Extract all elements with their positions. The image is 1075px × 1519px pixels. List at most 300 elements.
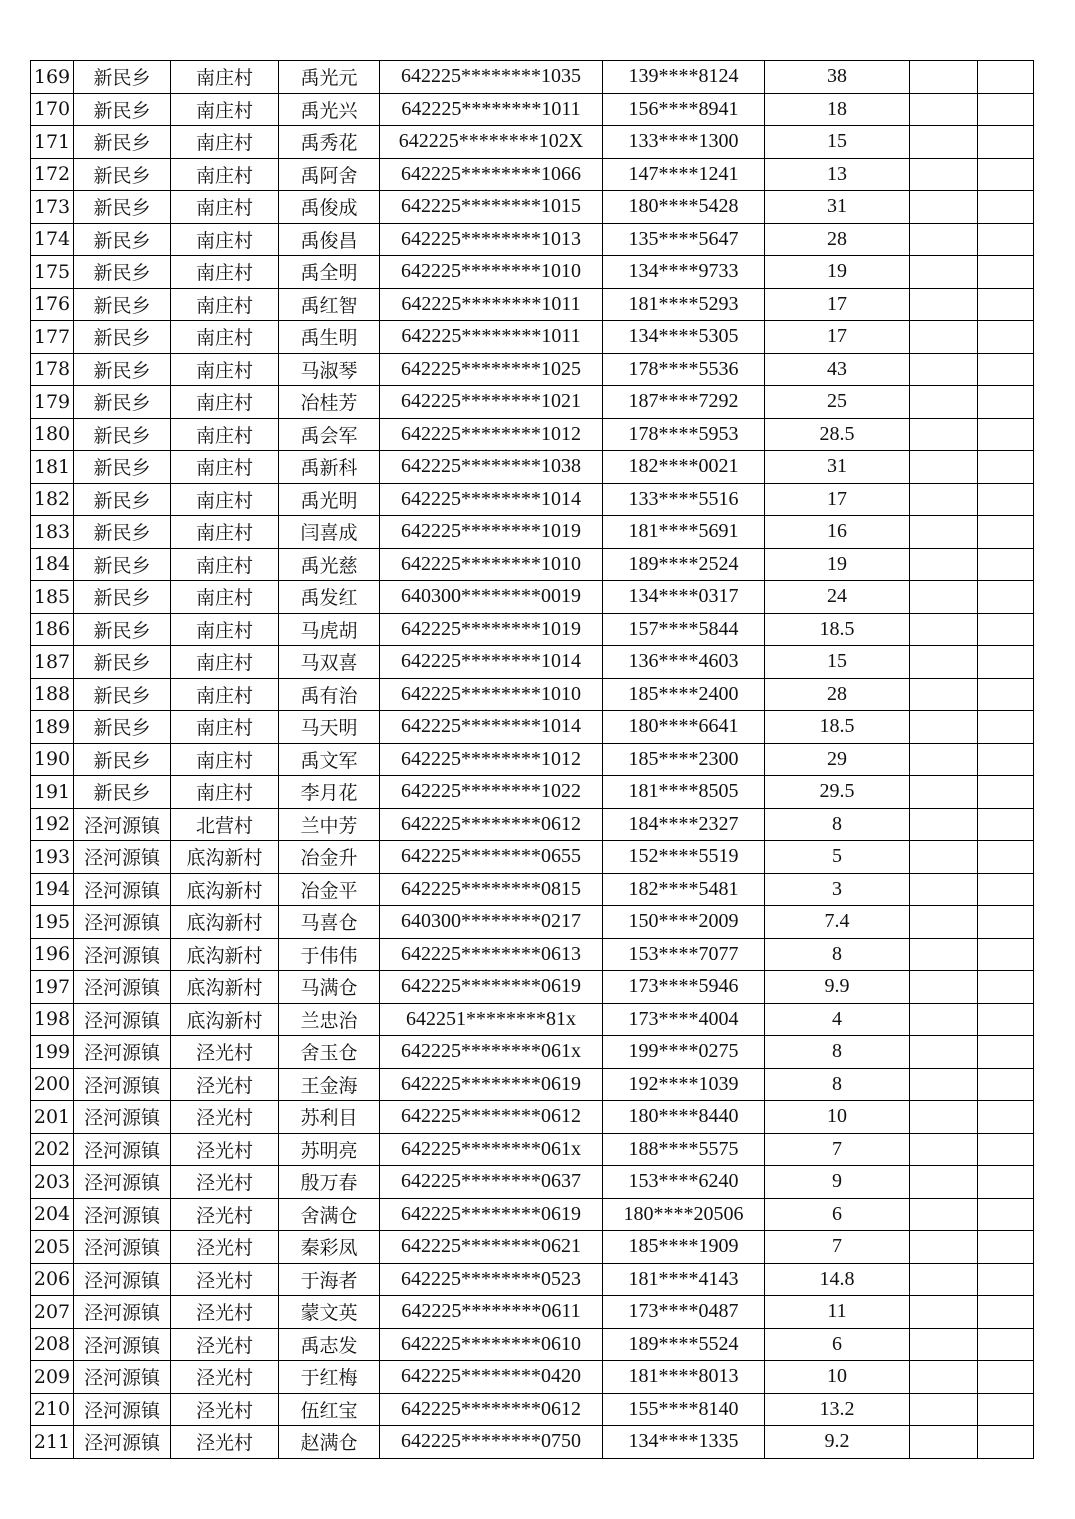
village-cell: 南庄村 (171, 256, 279, 289)
amount-cell: 15 (765, 126, 910, 159)
id-number-cell: 642225********1066 (380, 158, 603, 191)
id-number-cell: 642225********0637 (380, 1166, 603, 1199)
blank-cell (910, 1068, 978, 1101)
township-cell: 泾河源镇 (74, 873, 171, 906)
id-number-cell: 642225********0750 (380, 1426, 603, 1459)
amount-cell: 7 (765, 1231, 910, 1264)
phone-cell: 181****4143 (603, 1263, 765, 1296)
amount-cell: 29 (765, 743, 910, 776)
table-row (31, 353, 1034, 386)
row-number: 177 (31, 321, 74, 354)
township-cell: 新民乡 (74, 646, 171, 679)
table-row (31, 548, 1034, 581)
id-number-cell: 642225********1010 (380, 548, 603, 581)
amount-cell: 10 (765, 1101, 910, 1134)
township-cell: 泾河源镇 (74, 1296, 171, 1329)
amount-cell: 13 (765, 158, 910, 191)
blank-cell (978, 1361, 1034, 1394)
amount-cell: 4 (765, 1003, 910, 1036)
table-row (31, 1166, 1034, 1199)
blank-cell (910, 906, 978, 939)
township-cell: 新民乡 (74, 711, 171, 744)
blank-cell (910, 1296, 978, 1329)
amount-cell: 8 (765, 938, 910, 971)
village-cell: 北营村 (171, 808, 279, 841)
row-number: 211 (31, 1426, 74, 1459)
amount-cell: 16 (765, 516, 910, 549)
name-cell: 禹志发 (279, 1328, 380, 1361)
name-cell: 于伟伟 (279, 938, 380, 971)
table-row (31, 1133, 1034, 1166)
row-number: 183 (31, 516, 74, 549)
amount-cell: 15 (765, 646, 910, 679)
blank-cell (978, 1003, 1034, 1036)
township-cell: 泾河源镇 (74, 1133, 171, 1166)
blank-cell (910, 256, 978, 289)
village-cell: 泾光村 (171, 1198, 279, 1231)
village-cell: 泾光村 (171, 1296, 279, 1329)
name-cell: 伍红宝 (279, 1393, 380, 1426)
blank-cell (978, 776, 1034, 809)
table-row (31, 776, 1034, 809)
township-cell: 新民乡 (74, 483, 171, 516)
blank-cell (978, 906, 1034, 939)
township-cell: 泾河源镇 (74, 1231, 171, 1264)
village-cell: 南庄村 (171, 613, 279, 646)
id-number-cell: 642225********061x (380, 1036, 603, 1069)
id-number-cell: 642225********0621 (380, 1231, 603, 1264)
amount-cell: 7.4 (765, 906, 910, 939)
row-number: 188 (31, 678, 74, 711)
id-number-cell: 642225********1019 (380, 516, 603, 549)
township-cell: 新民乡 (74, 516, 171, 549)
amount-cell: 9 (765, 1166, 910, 1199)
table-row (31, 743, 1034, 776)
phone-cell: 173****4004 (603, 1003, 765, 1036)
village-cell: 泾光村 (171, 1328, 279, 1361)
township-cell: 泾河源镇 (74, 1036, 171, 1069)
phone-cell: 188****5575 (603, 1133, 765, 1166)
amount-cell: 7 (765, 1133, 910, 1166)
name-cell: 舍满仓 (279, 1198, 380, 1231)
blank-cell (910, 516, 978, 549)
phone-cell: 147****1241 (603, 158, 765, 191)
id-number-cell: 642225********1025 (380, 353, 603, 386)
row-number: 201 (31, 1101, 74, 1134)
amount-cell: 17 (765, 288, 910, 321)
township-cell: 泾河源镇 (74, 1101, 171, 1134)
row-number: 174 (31, 223, 74, 256)
table-row (31, 223, 1034, 256)
township-cell: 泾河源镇 (74, 1361, 171, 1394)
blank-cell (910, 483, 978, 516)
phone-cell: 181****8013 (603, 1361, 765, 1394)
table-row (31, 1036, 1034, 1069)
row-number: 169 (31, 61, 74, 94)
blank-cell (910, 613, 978, 646)
row-number: 202 (31, 1133, 74, 1166)
amount-cell: 6 (765, 1328, 910, 1361)
blank-cell (978, 1133, 1034, 1166)
name-cell: 蒙文英 (279, 1296, 380, 1329)
village-cell: 南庄村 (171, 451, 279, 484)
village-cell: 底沟新村 (171, 841, 279, 874)
id-number-cell: 642251********81x (380, 1003, 603, 1036)
village-cell: 南庄村 (171, 776, 279, 809)
amount-cell: 38 (765, 61, 910, 94)
township-cell: 泾河源镇 (74, 1166, 171, 1199)
phone-cell: 185****2300 (603, 743, 765, 776)
row-number: 181 (31, 451, 74, 484)
amount-cell: 14.8 (765, 1263, 910, 1296)
row-number: 193 (31, 841, 74, 874)
phone-cell: 180****20506 (603, 1198, 765, 1231)
village-cell: 南庄村 (171, 61, 279, 94)
blank-cell (910, 1263, 978, 1296)
amount-cell: 31 (765, 191, 910, 224)
blank-cell (978, 1036, 1034, 1069)
village-cell: 南庄村 (171, 288, 279, 321)
name-cell: 禹发红 (279, 581, 380, 614)
id-number-cell: 642225********0619 (380, 1198, 603, 1231)
blank-cell (910, 1361, 978, 1394)
blank-cell (978, 256, 1034, 289)
table-row (31, 1068, 1034, 1101)
row-number: 210 (31, 1393, 74, 1426)
id-number-cell: 642225********0619 (380, 1068, 603, 1101)
phone-cell: 181****5293 (603, 288, 765, 321)
table-row (31, 1101, 1034, 1134)
blank-cell (978, 288, 1034, 321)
blank-cell (910, 1101, 978, 1134)
blank-cell (910, 808, 978, 841)
row-number: 176 (31, 288, 74, 321)
id-number-cell: 642225********061x (380, 1133, 603, 1166)
village-cell: 南庄村 (171, 548, 279, 581)
row-number: 207 (31, 1296, 74, 1329)
blank-cell (910, 418, 978, 451)
phone-cell: 135****5647 (603, 223, 765, 256)
village-cell: 底沟新村 (171, 1003, 279, 1036)
table-row (31, 1198, 1034, 1231)
name-cell: 禹俊成 (279, 191, 380, 224)
blank-cell (978, 581, 1034, 614)
village-cell: 南庄村 (171, 483, 279, 516)
township-cell: 新民乡 (74, 353, 171, 386)
name-cell: 马淑琴 (279, 353, 380, 386)
village-cell: 南庄村 (171, 321, 279, 354)
row-number: 175 (31, 256, 74, 289)
blank-cell (978, 191, 1034, 224)
village-cell: 南庄村 (171, 223, 279, 256)
amount-cell: 19 (765, 548, 910, 581)
blank-cell (978, 743, 1034, 776)
blank-cell (910, 743, 978, 776)
table-row (31, 61, 1034, 94)
amount-cell: 28 (765, 678, 910, 711)
name-cell: 于海者 (279, 1263, 380, 1296)
name-cell: 禹俊昌 (279, 223, 380, 256)
blank-cell (978, 386, 1034, 419)
blank-cell (978, 418, 1034, 451)
id-number-cell: 642225********0420 (380, 1361, 603, 1394)
phone-cell: 180****5428 (603, 191, 765, 224)
name-cell: 于红梅 (279, 1361, 380, 1394)
row-number: 199 (31, 1036, 74, 1069)
name-cell: 王金海 (279, 1068, 380, 1101)
blank-cell (910, 1231, 978, 1264)
blank-cell (978, 841, 1034, 874)
id-number-cell: 642225********0613 (380, 938, 603, 971)
village-cell: 南庄村 (171, 353, 279, 386)
blank-cell (978, 516, 1034, 549)
township-cell: 新民乡 (74, 191, 171, 224)
table-row (31, 711, 1034, 744)
name-cell: 禹文军 (279, 743, 380, 776)
village-cell: 底沟新村 (171, 906, 279, 939)
phone-cell: 157****5844 (603, 613, 765, 646)
township-cell: 新民乡 (74, 743, 171, 776)
blank-cell (978, 808, 1034, 841)
name-cell: 禹光元 (279, 61, 380, 94)
amount-cell: 31 (765, 451, 910, 484)
blank-cell (910, 971, 978, 1004)
name-cell: 苏明亮 (279, 1133, 380, 1166)
blank-cell (910, 646, 978, 679)
id-number-cell: 642225********1035 (380, 61, 603, 94)
table-row (31, 451, 1034, 484)
township-cell: 新民乡 (74, 93, 171, 126)
township-cell: 新民乡 (74, 581, 171, 614)
blank-cell (978, 61, 1034, 94)
id-number-cell: 642225********1012 (380, 743, 603, 776)
id-number-cell: 642225********0619 (380, 971, 603, 1004)
blank-cell (978, 1166, 1034, 1199)
table-row (31, 158, 1034, 191)
village-cell: 南庄村 (171, 711, 279, 744)
blank-cell (910, 678, 978, 711)
phone-cell: 184****2327 (603, 808, 765, 841)
blank-cell (910, 1328, 978, 1361)
blank-cell (910, 711, 978, 744)
blank-cell (978, 93, 1034, 126)
phone-cell: 134****5305 (603, 321, 765, 354)
township-cell: 泾河源镇 (74, 971, 171, 1004)
table-row (31, 93, 1034, 126)
row-number: 203 (31, 1166, 74, 1199)
id-number-cell: 642225********102X (380, 126, 603, 159)
name-cell: 李月花 (279, 776, 380, 809)
table-row (31, 126, 1034, 159)
row-number: 171 (31, 126, 74, 159)
township-cell: 新民乡 (74, 126, 171, 159)
blank-cell (978, 646, 1034, 679)
name-cell: 闫喜成 (279, 516, 380, 549)
blank-cell (978, 1068, 1034, 1101)
phone-cell: 182****5481 (603, 873, 765, 906)
name-cell: 禹秀花 (279, 126, 380, 159)
table-row (31, 288, 1034, 321)
table-row (31, 256, 1034, 289)
amount-cell: 28 (765, 223, 910, 256)
row-number: 196 (31, 938, 74, 971)
table-body (31, 61, 1034, 1459)
table-row (31, 1328, 1034, 1361)
phone-cell: 180****6641 (603, 711, 765, 744)
blank-cell (910, 321, 978, 354)
table-row (31, 1393, 1034, 1426)
row-number: 186 (31, 613, 74, 646)
blank-cell (978, 353, 1034, 386)
township-cell: 新民乡 (74, 223, 171, 256)
table-row (31, 906, 1034, 939)
blank-cell (910, 126, 978, 159)
township-cell: 新民乡 (74, 776, 171, 809)
village-cell: 泾光村 (171, 1036, 279, 1069)
village-cell: 泾光村 (171, 1068, 279, 1101)
amount-cell: 18.5 (765, 711, 910, 744)
name-cell: 马双喜 (279, 646, 380, 679)
township-cell: 新民乡 (74, 418, 171, 451)
blank-cell (910, 386, 978, 419)
phone-cell: 134****9733 (603, 256, 765, 289)
blank-cell (978, 158, 1034, 191)
blank-cell (910, 451, 978, 484)
township-cell: 泾河源镇 (74, 1426, 171, 1459)
name-cell: 殷万春 (279, 1166, 380, 1199)
id-number-cell: 640300********0019 (380, 581, 603, 614)
name-cell: 冶金平 (279, 873, 380, 906)
blank-cell (910, 1003, 978, 1036)
id-number-cell: 642225********1038 (380, 451, 603, 484)
id-number-cell: 642225********1012 (380, 418, 603, 451)
village-cell: 泾光村 (171, 1426, 279, 1459)
village-cell: 南庄村 (171, 418, 279, 451)
amount-cell: 13.2 (765, 1393, 910, 1426)
phone-cell: 189****5524 (603, 1328, 765, 1361)
blank-cell (978, 613, 1034, 646)
village-cell: 泾光村 (171, 1263, 279, 1296)
township-cell: 新民乡 (74, 678, 171, 711)
table-row (31, 581, 1034, 614)
phone-cell: 139****8124 (603, 61, 765, 94)
township-cell: 新民乡 (74, 288, 171, 321)
phone-cell: 133****5516 (603, 483, 765, 516)
township-cell: 新民乡 (74, 451, 171, 484)
village-cell: 南庄村 (171, 646, 279, 679)
name-cell: 兰中芳 (279, 808, 380, 841)
village-cell: 泾光村 (171, 1361, 279, 1394)
blank-cell (978, 223, 1034, 256)
blank-cell (910, 938, 978, 971)
village-cell: 南庄村 (171, 678, 279, 711)
name-cell: 禹红智 (279, 288, 380, 321)
row-number: 189 (31, 711, 74, 744)
blank-cell (978, 1231, 1034, 1264)
id-number-cell: 642225********0815 (380, 873, 603, 906)
id-number-cell: 642225********1021 (380, 386, 603, 419)
name-cell: 苏利目 (279, 1101, 380, 1134)
table-row (31, 1231, 1034, 1264)
id-number-cell: 642225********1022 (380, 776, 603, 809)
village-cell: 南庄村 (171, 743, 279, 776)
table-row (31, 873, 1034, 906)
table-row (31, 1361, 1034, 1394)
township-cell: 泾河源镇 (74, 1328, 171, 1361)
blank-cell (978, 483, 1034, 516)
phone-cell: 153****6240 (603, 1166, 765, 1199)
amount-cell: 24 (765, 581, 910, 614)
blank-cell (978, 548, 1034, 581)
name-cell: 赵满仓 (279, 1426, 380, 1459)
township-cell: 泾河源镇 (74, 1198, 171, 1231)
village-cell: 泾光村 (171, 1133, 279, 1166)
amount-cell: 8 (765, 808, 910, 841)
id-number-cell: 642225********1013 (380, 223, 603, 256)
id-number-cell: 642225********1019 (380, 613, 603, 646)
row-number: 173 (31, 191, 74, 224)
id-number-cell: 640300********0217 (380, 906, 603, 939)
name-cell: 禹生明 (279, 321, 380, 354)
row-number: 197 (31, 971, 74, 1004)
village-cell: 南庄村 (171, 386, 279, 419)
blank-cell (978, 1198, 1034, 1231)
phone-cell: 189****2524 (603, 548, 765, 581)
phone-cell: 185****1909 (603, 1231, 765, 1264)
amount-cell: 11 (765, 1296, 910, 1329)
township-cell: 新民乡 (74, 158, 171, 191)
name-cell: 马满仓 (279, 971, 380, 1004)
phone-cell: 156****8941 (603, 93, 765, 126)
name-cell: 禹光慈 (279, 548, 380, 581)
township-cell: 泾河源镇 (74, 1393, 171, 1426)
row-number: 195 (31, 906, 74, 939)
blank-cell (978, 1328, 1034, 1361)
phone-cell: 182****0021 (603, 451, 765, 484)
table-row (31, 841, 1034, 874)
blank-cell (978, 321, 1034, 354)
name-cell: 冶桂芳 (279, 386, 380, 419)
amount-cell: 10 (765, 1361, 910, 1394)
table-row (31, 938, 1034, 971)
phone-cell: 155****8140 (603, 1393, 765, 1426)
blank-cell (910, 288, 978, 321)
phone-cell: 199****0275 (603, 1036, 765, 1069)
blank-cell (910, 548, 978, 581)
table-row (31, 1263, 1034, 1296)
amount-cell: 18 (765, 93, 910, 126)
phone-cell: 136****4603 (603, 646, 765, 679)
township-cell: 新民乡 (74, 61, 171, 94)
amount-cell: 5 (765, 841, 910, 874)
name-cell: 兰忠治 (279, 1003, 380, 1036)
row-number: 200 (31, 1068, 74, 1101)
row-number: 204 (31, 1198, 74, 1231)
row-number: 208 (31, 1328, 74, 1361)
id-number-cell: 642225********0612 (380, 1393, 603, 1426)
blank-cell (910, 61, 978, 94)
phone-cell: 173****5946 (603, 971, 765, 1004)
blank-cell (910, 1166, 978, 1199)
blank-cell (910, 776, 978, 809)
township-cell: 泾河源镇 (74, 1263, 171, 1296)
table-row (31, 321, 1034, 354)
row-number: 179 (31, 386, 74, 419)
name-cell: 马喜仓 (279, 906, 380, 939)
village-cell: 泾光村 (171, 1166, 279, 1199)
row-number: 182 (31, 483, 74, 516)
blank-cell (978, 678, 1034, 711)
